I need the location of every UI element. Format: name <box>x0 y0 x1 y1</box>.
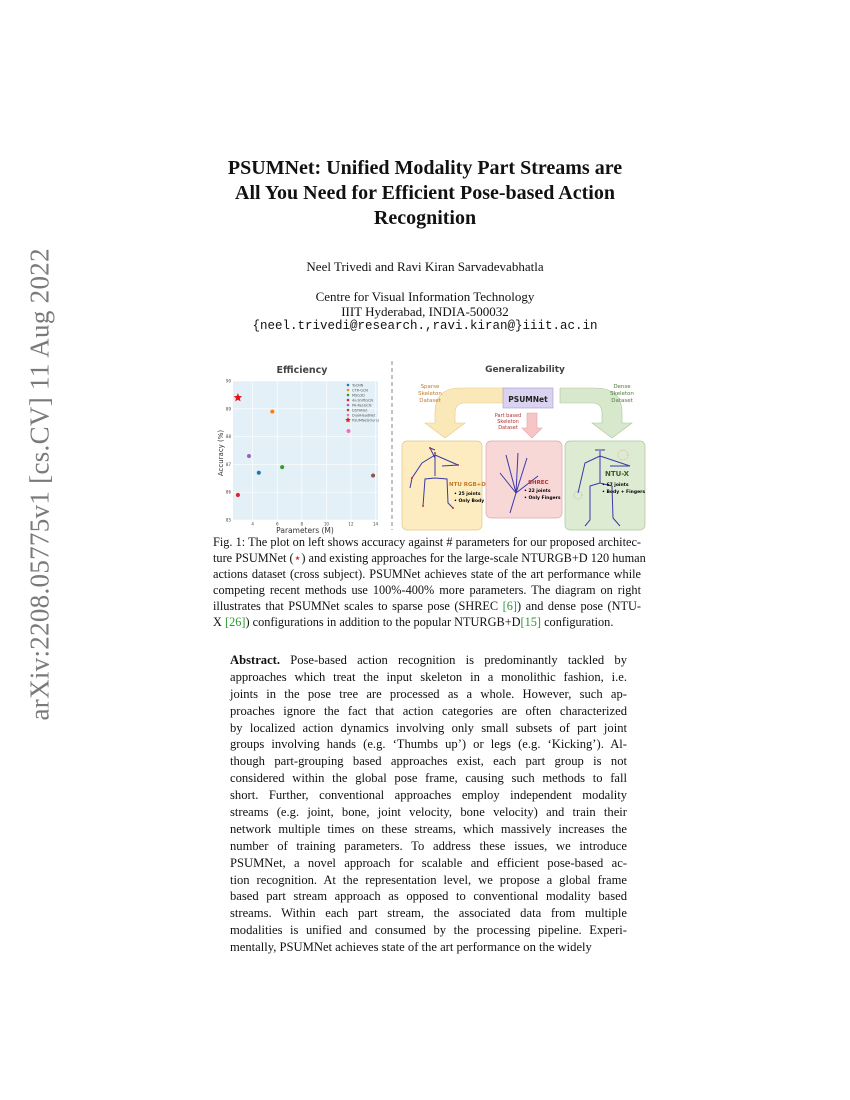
y-tick-label: 90 <box>225 378 231 384</box>
dense-label <box>610 384 634 404</box>
y-tick-label: 89 <box>225 406 231 412</box>
panel-bullet: • Body + Fingers <box>602 490 646 495</box>
abstract-line <box>230 855 627 872</box>
abstract-text: PSUMNet, a novel approach for scalable and efficient pose-based ac- <box>230 855 627 870</box>
legend-marker <box>347 389 350 392</box>
title-line: Recognition <box>373 207 477 229</box>
abstract-line <box>230 821 627 838</box>
abstract-text: network multiple times on these streams, which massively increases the <box>230 821 627 836</box>
legend-label: PSUMNet(Ours) <box>352 418 380 423</box>
caption-text: configuration. <box>541 615 614 629</box>
caption-line <box>213 599 641 615</box>
svg-text:Part based: Part based <box>494 413 522 419</box>
legend-marker <box>347 404 350 407</box>
y-axis-label: Accuracy (%) <box>217 429 225 477</box>
data-point <box>236 493 241 498</box>
legend-label: 4s-ShiftGCN <box>352 398 374 403</box>
x-tick-label: 12 <box>348 521 354 527</box>
caption-line <box>213 567 641 583</box>
email: {neel.trivedi@research.,ravi.kiran@}iiit.ac.in <box>252 319 598 333</box>
abstract-line <box>230 703 627 720</box>
abstract-text: approaches which treat the input skeleton in a monolithic fashion, i.e. <box>230 669 627 684</box>
abstract-line <box>230 736 627 753</box>
caption-text: ) and existing approaches for the large-scale NTURGB+D 120 human <box>301 551 646 565</box>
arxiv-identifier: arXiv:2208.05775v1 [cs.CV] 11 Aug 2022 <box>24 248 55 721</box>
sparse-label <box>418 384 442 404</box>
panel-bullet: • 25 joints <box>454 492 481 497</box>
abstract-text: streams (e.g. joint, bone, joint velocity, bone velocity) and train their <box>230 805 627 820</box>
panel-title: SHREC <box>528 480 549 486</box>
part-label <box>495 413 522 431</box>
abstract-line <box>230 652 627 669</box>
figure-caption <box>213 535 646 631</box>
abstract-text: by localized action dynamics involving only small subsets of part joint <box>230 720 627 735</box>
caption-text: ) configurations in addition to the popular NTURGB+D <box>245 615 521 629</box>
legend-label: MSG3D <box>352 393 365 398</box>
affiliation-line: IIIT Hyderabad, INDIA-500032 <box>341 304 509 319</box>
abstract-line <box>230 804 627 821</box>
psumnet-label: PSUMNet <box>508 395 548 404</box>
generalizability-diagram <box>402 365 645 530</box>
legend-marker <box>347 409 350 412</box>
abstract-line <box>230 838 627 855</box>
abstract-line <box>230 753 627 770</box>
citation-link[interactable]: [6] <box>502 599 518 613</box>
authors: Neel Trivedi and Ravi Kiran Sarvadevabhatla <box>306 259 544 274</box>
paper-title <box>150 156 700 231</box>
data-point <box>371 473 376 478</box>
star-icon: ⋆ <box>293 551 302 565</box>
legend-label: DualHeadNet <box>352 413 376 418</box>
caption-line <box>213 551 646 567</box>
panel-title: NTU RGB+D <box>449 482 486 488</box>
svg-text:Sparse: Sparse <box>420 384 440 390</box>
caption-text: ture PSUMNet ( <box>213 551 294 565</box>
svg-text:Skeleton: Skeleton <box>610 391 634 397</box>
data-point <box>270 409 275 414</box>
caption-line <box>213 535 641 551</box>
svg-text:Dataset: Dataset <box>419 398 441 404</box>
caption-line <box>213 615 641 631</box>
abstract-text: tion recognition. At the representation level, we propose a global frame <box>230 872 627 887</box>
caption-text: illustrates that PSUMNet scales to sparse pose (SHREC <box>213 599 503 613</box>
y-tick-label: 86 <box>225 489 231 495</box>
chart-title: Efficiency <box>276 365 328 376</box>
abstract-text: Pose-based action recognition is predominantly tackled by <box>280 653 627 667</box>
figure-1 <box>215 358 650 535</box>
legend-label: TaCNN <box>352 383 364 388</box>
abstract-text: considered within the global pose frame, causing such methods to fall <box>230 771 627 786</box>
caption-text: ) and dense pose (NTU- <box>517 599 641 613</box>
abstract-line <box>230 922 627 939</box>
svg-text:Dense: Dense <box>613 384 631 390</box>
panel-shrec <box>486 441 562 518</box>
svg-text:Dataset: Dataset <box>611 398 633 404</box>
abstract-text: joints in the pose tree are processed as a whole. However, such ap- <box>230 686 627 701</box>
abstract-text: streams. Within each part stream, the associated data from multiple <box>230 906 627 921</box>
abstract-line <box>230 872 627 889</box>
legend-label: DSTANet <box>352 408 368 413</box>
legend-marker <box>347 384 350 387</box>
caption-text: actions dataset (cross subject). PSUMNet achieves state of the art performance while <box>213 567 641 581</box>
abstract-line <box>230 939 627 956</box>
efficiency-chart <box>217 365 380 535</box>
diagram-title: Generalizability <box>485 365 565 375</box>
legend-label: PA-ResGCN <box>352 403 372 408</box>
abstract-text: groups involving hands (e.g. ‘Thumbs up’) or legs (e.g. ‘Kicking’). Al- <box>230 737 627 752</box>
abstract-line <box>230 905 627 922</box>
legend-marker <box>347 399 350 402</box>
abstract-line <box>230 686 627 703</box>
svg-text:Skeleton: Skeleton <box>497 419 519 425</box>
panel-bullet: • Only Body <box>454 499 485 504</box>
citation-link[interactable]: [26] <box>224 615 246 629</box>
abstract-text: short. Further, conventional approaches employ independent modality <box>230 788 627 803</box>
abstract-text: proaches ignore the fact that action categories are often characterized <box>230 703 627 718</box>
abstract-text: number of training parameters. To address these issues, we introduce <box>230 838 627 853</box>
data-point <box>257 470 262 475</box>
affiliation-line: Centre for Visual Information Technology <box>315 289 535 304</box>
caption-text: X <box>213 615 225 629</box>
panel-bullet: • 67 joints <box>602 483 629 488</box>
abstract-line <box>230 770 627 787</box>
abstract-text: though part-grouping based approaches exist, each part group is not <box>230 754 627 769</box>
part-arrow <box>522 413 542 438</box>
svg-text:Dataset: Dataset <box>498 425 518 431</box>
affiliation <box>150 289 700 334</box>
data-point <box>247 454 252 459</box>
y-tick-label: 85 <box>225 517 231 523</box>
caption-text: Fig. 1: The plot on left shows accuracy against # parameters for our proposed architec- <box>213 535 641 549</box>
abstract <box>230 652 627 956</box>
x-axis-label: Parameters (M) <box>276 526 334 535</box>
x-tick-label: 8 <box>300 521 304 527</box>
x-tick-label: 4 <box>251 521 254 527</box>
title-line: All You Need for Efficient Pose-based Action <box>235 182 615 204</box>
citation-link[interactable]: [15] <box>520 615 542 629</box>
x-tick-label: 6 <box>275 521 279 527</box>
svg-text:Skeleton: Skeleton <box>418 391 442 397</box>
abstract-text: based part stream approach as opposed to conventional modality based <box>230 889 627 904</box>
caption-text: competing recent methods use 100%-400% more parameters. The diagram on right <box>213 583 641 597</box>
legend-marker <box>347 414 350 417</box>
x-tick-label: 10 <box>323 521 329 527</box>
y-tick-label: 88 <box>225 434 231 440</box>
abstract-line <box>230 888 627 905</box>
data-point <box>280 465 285 470</box>
caption-line <box>213 583 641 599</box>
x-tick-label: 14 <box>372 521 379 527</box>
abstract-line <box>230 720 627 737</box>
abstract-heading: Abstract. <box>230 653 281 667</box>
y-tick-label: 87 <box>225 461 231 467</box>
abstract-line <box>230 787 627 804</box>
abstract-line <box>230 669 627 686</box>
panel-bullet: • Only Fingers <box>524 496 561 501</box>
legend-marker <box>347 394 350 397</box>
data-point <box>346 429 351 434</box>
abstract-text: modalities is unified and consumed by the processing pipeline. Experi- <box>230 923 627 938</box>
abstract-text: mentally, PSUMNet achieves state of the art performance on the widely <box>230 940 592 955</box>
panel-title: NTU-X <box>605 470 630 478</box>
legend-label: CTR-GCN <box>352 388 369 393</box>
title-line: PSUMNet: Unified Modality Part Streams are <box>227 157 623 179</box>
panel-bullet: • 22 joints <box>524 489 551 494</box>
